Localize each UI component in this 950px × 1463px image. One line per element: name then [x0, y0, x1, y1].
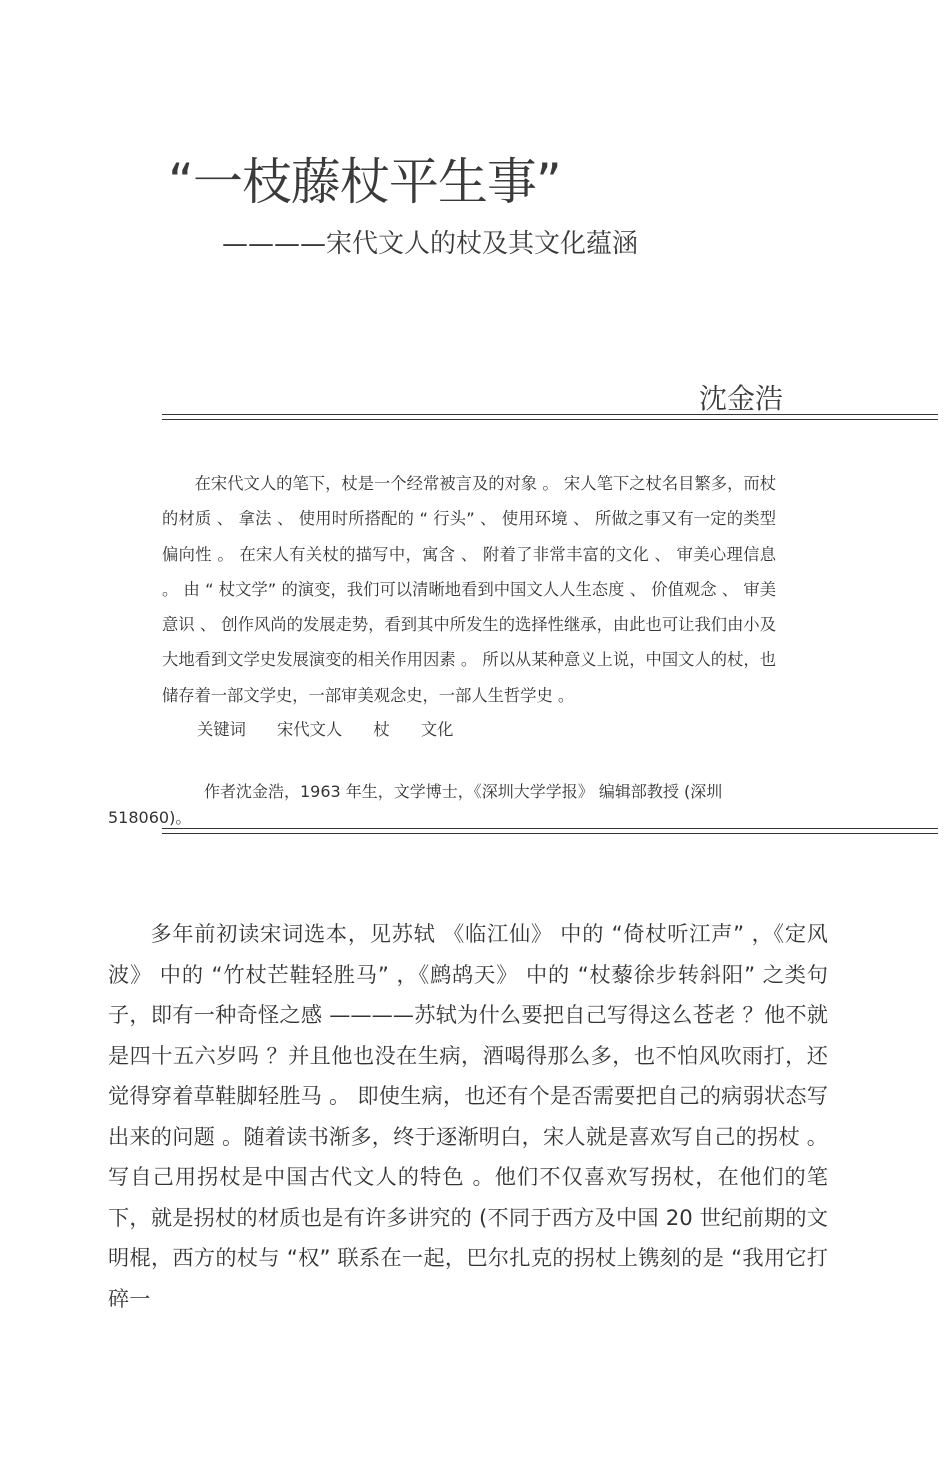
footnote-divider	[162, 828, 938, 834]
keyword-item: 文化	[420, 720, 454, 739]
body-paragraph: 多年前初读宋词选本，见苏轼 《临江仙》 中的 “倚杖听江声” ，《定风波》 中的 “竹杖芒鞋轻胜马” ，《鹧鸪天》 中的 “杖藜徐步转斜阳” 之类句子，即有一种奇怪之感 ————苏轼为什么要把自己写得这么苍老 ？他不就是四十五六岁吗 ？并且他也没在生病，酒喝得那么多，也不怕风吹雨打，还觉得穿着草鞋脚轻胜马 。 即使生病，也还有个是否需要把自己的病弱状态写出来的问题 。随着读书渐多，终于逐渐明白，宋人就是喜欢写自己的拐杖 。 写自己用拐杖是中国古代文人的特色 。他们不仅喜欢写拐杖，在他们的笔下，就是拐杖的材质也是有许多讲究的 (不同于西方及中国 20 世纪前期的文明棍，西方的杖与 “权” 联系在一起，巴尔扎克的拐杖上镌刻的是 “我用它打碎一	[108, 921, 828, 1311]
keyword-item: 宋代文人	[277, 720, 343, 739]
article-title: “一枝藤杖平生事”	[168, 153, 561, 211]
author-footnote: 作者沈金浩，1963 年生，文学博士，《深圳大学学报》 编辑部教授 (深圳 518060)。	[108, 782, 723, 827]
keywords-label: 关键词	[197, 720, 246, 739]
article-subtitle: ————宋代文人的杖及其文化蕴涵	[222, 229, 639, 259]
keyword-item: 杖	[373, 720, 390, 739]
header-divider	[162, 414, 938, 420]
keywords-line	[197, 714, 479, 746]
abstract-text: 在宋代文人的笔下，杖是一个经常被言及的对象 。 宋人笔下之杖名目繁多，而杖的材质 、 拿法 、 使用时所搭配的 “ 行头” 、 使用环境 、 所做之事又有一定的类型偏向性 。 在宋人有关杖的描写中，寓含 、 附着了非常丰富的文化 、 审美心理信息 。 由 “ 杖文学” 的演变，我们可以清晰地看到中国文人人生态度 、 价值观念 、 审美意识 、 创作风尚的发展走势，看到其中所发生的选择性继承，由此也可让我们由小及大地看到文学史发展演变的相关作用因素 。 所以从某种意义上说，中国文人的杖，也储存着一部文学史，一部审美观念史，一部人生哲学史 。	[162, 474, 776, 705]
author-name: 沈金浩	[699, 382, 784, 415]
